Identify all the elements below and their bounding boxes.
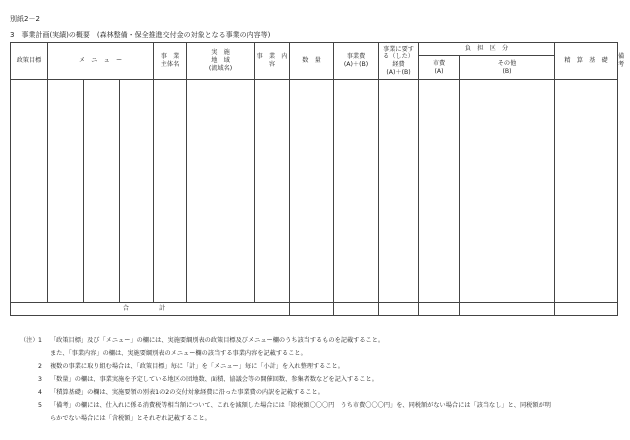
note-number: 4: [38, 389, 42, 396]
cell-quantity[interactable]: [290, 80, 334, 303]
header-content: 事 業 内 容: [255, 43, 290, 80]
note-continuation: また、「事業内容」の欄は、実施要綱別表のメニュー欄の該当する事業内容を記載すること。: [50, 350, 307, 357]
header-city-cost: 市費 (A): [419, 56, 460, 80]
header-menu: メ ニ ュ ー: [48, 43, 154, 80]
cell-required-cost[interactable]: [379, 80, 419, 303]
total-required-cost[interactable]: [379, 303, 419, 316]
header-required-cost: 事業に要す る（した） 経費 (A)＋(B): [379, 43, 419, 80]
note-text: 「政策目標」及び「メニュー」の欄には、実施要綱別表の政策目標及びメニュー欄のうち該当するものを記載すること。: [50, 337, 385, 344]
header-implementer: 事 業 主体名: [154, 43, 187, 80]
total-other-cost[interactable]: [460, 303, 555, 316]
cell-cost[interactable]: [334, 80, 379, 303]
notes-section: [20, 334, 620, 425]
note-number: 2: [38, 363, 42, 370]
table-row: [11, 80, 618, 303]
header-other-cost: その他 (B): [460, 56, 555, 80]
total-basis[interactable]: [555, 303, 618, 316]
note-text: 複数の事業に取り組む場合は、「政策目標」毎に「計」を「メニュー」毎に「小計」を入れ整理すること。: [50, 363, 344, 370]
header-cost: 事業費 (A)＋(B): [334, 43, 379, 80]
cell-city-cost[interactable]: [419, 80, 460, 303]
cell-other-cost[interactable]: [460, 80, 555, 303]
note-item: [20, 373, 620, 386]
cell-menu-3[interactable]: [120, 80, 154, 303]
cell-location[interactable]: [187, 80, 255, 303]
note-number: 3: [38, 376, 42, 383]
annex-label: 別紙2－2: [10, 15, 40, 23]
note-number: 5: [38, 402, 42, 409]
header-quantity: 数 量: [290, 43, 334, 80]
note-item: [20, 399, 620, 425]
cell-implementer[interactable]: [154, 80, 187, 303]
note-item: [20, 360, 620, 373]
header-basis: 精 算 基 礎: [555, 43, 618, 80]
note-text: 「数量」の欄は、事業実施を予定している地区の団地数、面積、協議会等の開催回数、参集者数などを記入すること。: [50, 376, 378, 383]
header-location: 実 施 地 域 (流域名): [187, 43, 255, 80]
note-text: 「備考」の欄には、仕入れに係る消費税等相当額について、これを減額した場合には「除税額〇〇〇円 うち市費〇〇〇円」を、同税額がない場合には「該当なし」と、同税額が明: [50, 402, 551, 409]
note-continuation: らかでない場合には「含税額」とそれぞれ記載すること。: [50, 415, 211, 422]
total-quantity[interactable]: [290, 303, 334, 316]
note-item: [20, 334, 620, 360]
note-text: 「積算基礎」の欄は、実施要領の別表1の2の交付対象経費に沿った事業費の内訳を記載すること。: [50, 389, 324, 396]
notes-mark: （注）: [20, 337, 39, 344]
total-row: [11, 303, 618, 316]
note-item: [20, 386, 620, 399]
total-city-cost[interactable]: [419, 303, 460, 316]
note-number: 1: [38, 337, 42, 344]
cell-menu-1[interactable]: [48, 80, 84, 303]
cell-policy-goal[interactable]: [11, 80, 48, 303]
header-burden-group: 負 担 区 分: [419, 43, 555, 56]
header-policy-goal: 政策目標: [11, 43, 48, 80]
total-label: 合 計: [11, 303, 290, 316]
cell-menu-2[interactable]: [84, 80, 120, 303]
cell-basis[interactable]: [555, 80, 618, 303]
total-cost[interactable]: [334, 303, 379, 316]
cell-content[interactable]: [255, 80, 290, 303]
plan-table: 政策目標 メ ニ ュ ー 事 業 主体名 実 施 地 域 (流域名) 事 業 内 容 数 量 事業費 (A)＋(B) 事業に要す る（した） 経費 (A)＋(B) 負 担 区 分 精 算 基 礎 備 考 市費 (A) その他 (B) 合 計: [10, 42, 618, 316]
form-title: 3 事業計画(実績)の概要 (森林整備・保全推進交付金の対象となる事業の内容等): [10, 31, 271, 39]
